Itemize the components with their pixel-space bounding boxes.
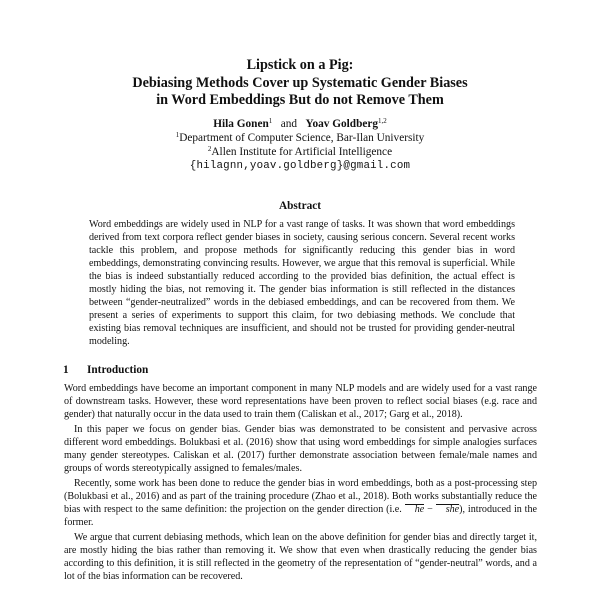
paper-title [60, 57, 540, 110]
affiliation [60, 131, 540, 145]
section-heading [63, 364, 148, 376]
abstract-text: Word embeddings are widely used in NLP for a vast range of tasks. It was shown that word embeddings derived from text corpora reflect gender biases in society, causing serious concern. Several recent works tackle this problem, and propose methods for significantly reducing this gender bias in word embeddings, demonstrating convincing results. However, we argue that this removal is superficial. While the bias is indeed substantially reduced according to the provided bias definition, the actual effect is mostly hiding the bias, not removing it. The gender bias information is still reflected in the distances between “gender-neutralized” words in the debiased embeddings, and can be recovered from them. We present a series of experiments to support this claim, for two debiasing methods. We conclude that existing bias removal techniques are insufficient, and should not be trusted for providing gender-neutral modeling. [89, 219, 515, 347]
affiliation [60, 145, 540, 159]
author-conjunction: and [280, 118, 298, 130]
affiliation-sup: 1 [175, 131, 180, 139]
vector-he: he [405, 504, 425, 517]
title-line: Debiasing Methods Cover up Systematic Gender Biases [132, 74, 468, 91]
author-name: Yoav Goldberg [305, 118, 379, 130]
title-line: Lipstick on a Pig: [246, 57, 354, 73]
section-number: 1 [63, 364, 69, 376]
author-affil-sup: 1,2 [378, 117, 387, 125]
title-line: in Word Embeddings But do not Remove Them [156, 92, 444, 108]
paragraph: In this paper we focus on gender bias. Gender bias was demonstrated to be consistent and pervasive across different word embeddings. Bolukbasi et al. (2016) show that using word embeddings for simple analogies surfaces many gender stereotypes. Caliskan et al. (2017) further demonstrate association between female/male names and groups of words stereotypically assigned to females/males. [64, 424, 537, 475]
minus-sign: − [424, 504, 436, 516]
author-name: Hila Gonen [213, 118, 269, 130]
section-body [64, 383, 537, 586]
paragraph: We argue that current debiasing methods, which lean on the above definition for gender bias and directly target it, are mostly hiding the bias rather than removing it. We show that even when drastically reducing the gender bias according to this definition, it is still reflected in the geometry of the representation of “gender-neutral” words, and a lot of the bias information can be recovered. [64, 532, 537, 583]
author-block [60, 117, 540, 173]
affiliation-text: Department of Computer Science, Bar-Ilan University [179, 132, 425, 144]
paragraph [64, 478, 537, 530]
vector-she: she [436, 504, 459, 517]
section-title: Introduction [87, 364, 149, 376]
abstract-heading: Abstract [278, 200, 322, 212]
paragraph: Word embeddings have become an important component in many NLP models and are widely used for a vast range of downstream tasks. However, these word representations have been proven to reflect social biases (e.g. race and gender) that naturally occur in the data used to train them (Caliskan et al., 2017; Garg et al., 2018). [64, 383, 537, 420]
affiliation-sup: 2 [207, 145, 212, 153]
paragraph-text: ), introduced in the former. [64, 504, 538, 529]
author-affil-sup: 1 [268, 117, 273, 125]
author-line [60, 117, 540, 131]
author-email: {hilagnn,yoav.goldberg}@gmail.com [189, 160, 411, 172]
paragraph-text: Recently, some work has been done to reduce the gender bias in word embeddings, both as a post-processing step (Bolukbasi et al., 2016) and as part of the training procedure (Zhao et al., 2018). Both works substantially reduce the bias with respect to the same definition: the projection on the gender direction (i.e. [64, 478, 537, 516]
affiliation-text: Allen Institute for Artificial Intelligence [211, 146, 393, 158]
